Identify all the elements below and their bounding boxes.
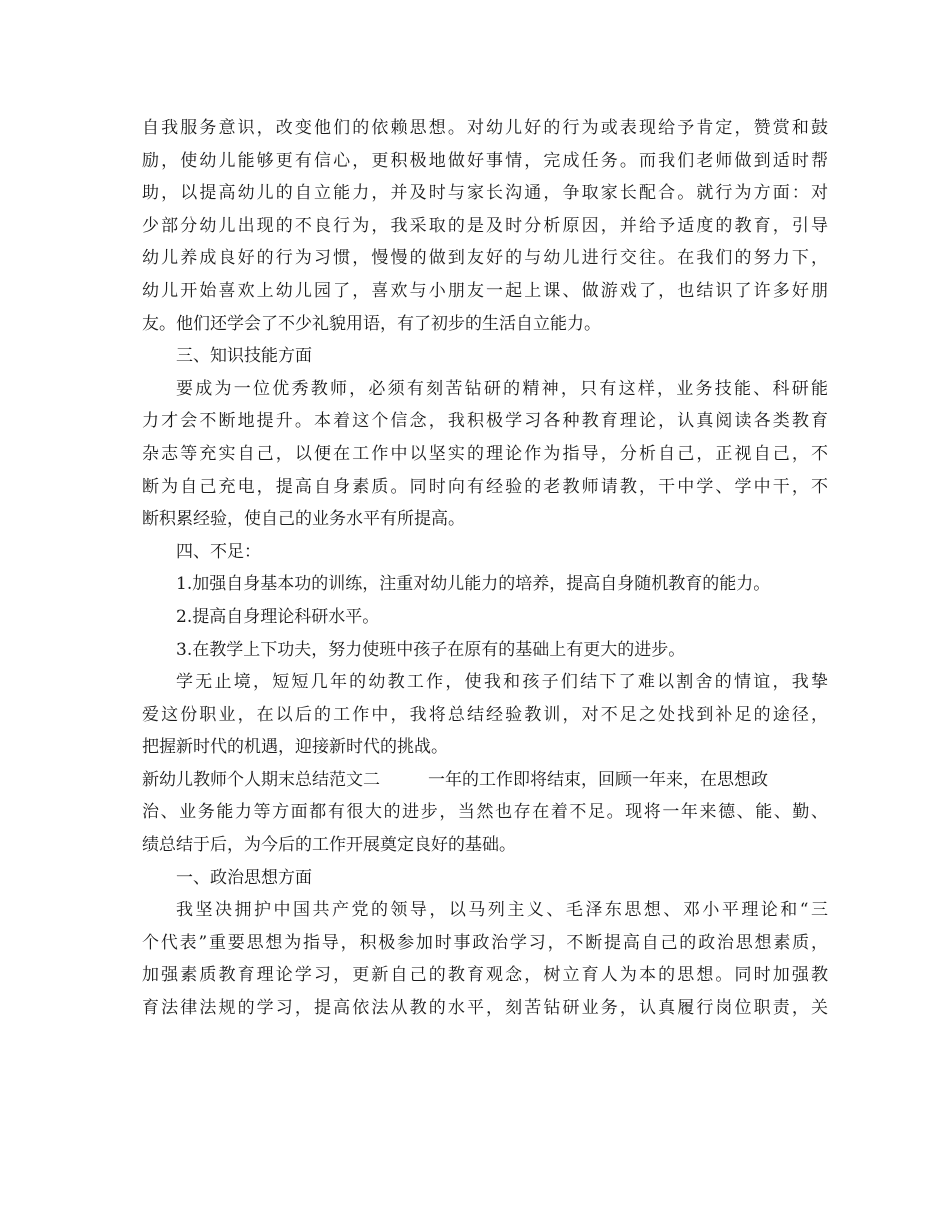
text-line: 幼儿养成良好的行为习惯，慢慢的做到友好的与幼儿进行交往。在我们的努力下， (142, 248, 828, 269)
text-line: 个代表”重要思想为指导，积极参加时事政治学习，不断提高自己的政治思想素质， (142, 932, 828, 953)
text-line (142, 764, 828, 797)
text-line: 把握新时代的机遇，迎接新时代的挑战。 (142, 737, 448, 758)
text-line: 育法律法规的学习，提高依法从教的水平，刻苦钻研业务，认真履行岗位职责，关 (142, 998, 828, 1019)
text-line: 要成为一位优秀教师，必须有刻苦钻研的精神，只有这样，业务技能、科研能 (176, 378, 828, 399)
text-line: 幼儿开始喜欢上幼儿园了，喜欢与小朋友一起上课、做游戏了，也结识了许多好朋 (142, 280, 828, 301)
text-run: 一年的工作即将结束，回顾一年来，在思想政 (428, 769, 768, 790)
text-line: 治、业务能力等方面都有很大的进步，当然也存在着不足。现将一年来德、能、勤、 (142, 802, 828, 823)
section-heading: 三、知识技能方面 (176, 346, 312, 367)
text-line: 友。他们还学会了不少礼貌用语，有了初步的生活自立能力。 (142, 313, 601, 334)
text-line: 我坚决拥护中国共产党的领导，以马列主义、毛泽东思想、邓小平理论和“三 (176, 900, 828, 921)
list-item: 1.加强自身基本功的训练，注重对幼儿能力的培养，提高自身随机教育的能力。 (176, 574, 771, 595)
text-line: 励，使幼儿能够更有信心，更积极地做好事情，完成任务。而我们老师做到适时帮 (142, 150, 828, 171)
text-line: 加强素质教育理论学习，更新自己的教育观念，树立育人为本的思想。同时加强教 (142, 965, 828, 986)
text-line: 杂志等充实自己，以便在工作中以坚实的理论作为指导，分析自己，正视自己，不 (142, 443, 828, 464)
document-body (142, 112, 828, 1025)
section-heading: 一、政治思想方面 (176, 867, 312, 888)
list-item: 2.提高自身理论科研水平。 (176, 606, 380, 627)
text-line: 学无止境，短短几年的幼教工作，使我和孩子们结下了难以割舍的情谊，我挚 (176, 672, 828, 693)
article-title: 新幼儿教师个人期末总结范文二 (142, 769, 380, 790)
list-item: 3.在教学上下功夫，努力使班中孩子在原有的基础上有更大的进步。 (176, 639, 686, 660)
text-line: 断为自己充电，提高自身素质。同时向有经验的老教师请教，干中学、学中干，不 (142, 476, 828, 497)
text-line: 绩总结于后，为今后的工作开展奠定良好的基础。 (142, 835, 516, 856)
text-line: 断积累经验，使自己的业务水平有所提高。 (142, 509, 465, 530)
text-line: 助，以提高幼儿的自立能力，并及时与家长沟通，争取家长配合。就行为方面：对 (142, 183, 828, 204)
text-line: 少部分幼儿出现的不良行为，我采取的是及时分析原因，并给予适度的教育，引导 (142, 215, 828, 236)
text-line: 爱这份职业，在以后的工作中，我将总结经验教训，对不足之处找到补足的途径， (142, 704, 828, 725)
section-heading: 四、不足： (176, 541, 261, 562)
text-line: 自我服务意识，改变他们的依赖思想。对幼儿好的行为或表现给予肯定，赞赏和鼓 (142, 118, 828, 138)
text-line: 力才会不断地提升。本着这个信念，我积极学习各种教育理论，认真阅读各类教育 (142, 411, 828, 432)
